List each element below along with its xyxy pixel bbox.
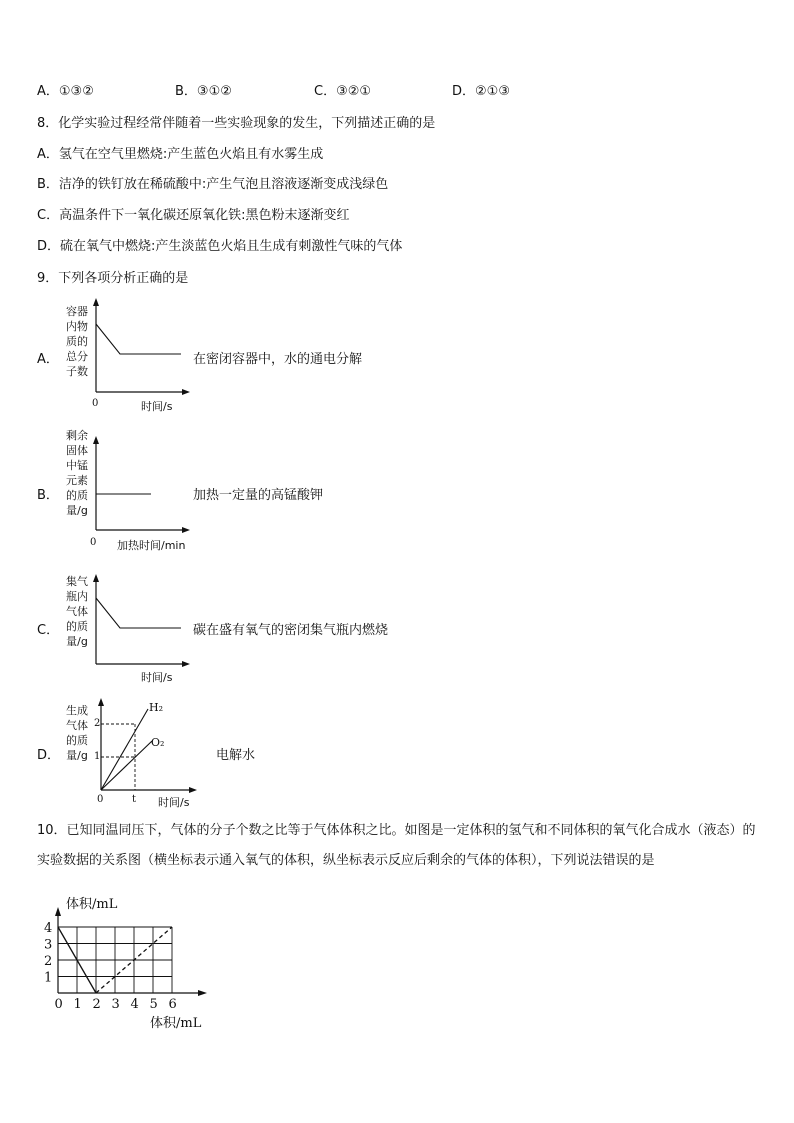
q10-x-arrow	[198, 990, 207, 996]
q10-grid	[58, 927, 172, 993]
q9-c-ylabel-line: 气体	[66, 605, 88, 618]
q9-c-ylabel-line: 量/g	[66, 635, 88, 648]
q9-a-ylabel-line: 子数	[66, 365, 88, 378]
q9-c-ylabel-line: 的质	[66, 620, 88, 633]
q9-d-label: D．	[37, 748, 61, 763]
q7-option-d: D．②①③	[452, 84, 510, 99]
q9-d-tick-2: 2	[94, 718, 101, 729]
q9-a-ylabel-line: 内物	[66, 320, 88, 333]
q8-option-c: C．高温条件下一氧化碳还原氧化铁:黑色粉末逐渐变红	[37, 208, 350, 223]
q9-c-desc: 碳在盛有氧气的密闭集气瓶内燃烧	[193, 623, 389, 638]
q10-x-tick: 0	[54, 997, 63, 1012]
q8-stem: 8．化学实验过程经常伴随着一些实验现象的发生，下列描述正确的是	[37, 116, 436, 131]
q9-d-origin: 0	[97, 794, 104, 805]
q9-b-origin: 0	[90, 537, 97, 548]
q9-a-origin: 0	[92, 398, 99, 409]
q10-y-tick: 2	[44, 954, 53, 969]
q10-x-tick: 6	[168, 997, 177, 1012]
q9-c-ylabel-line: 瓶内	[66, 590, 88, 603]
q9-b-ylabel-line: 固体	[66, 444, 88, 457]
q9-a-ylabel-line: 总分	[66, 350, 88, 363]
q9-c-xlabel: 时间/s	[141, 671, 173, 684]
q9-d-tick-1: 1	[94, 751, 101, 762]
q9-b-ylabel-line: 量/g	[66, 504, 88, 517]
q9-a-desc: 在密闭容器中，水的通电分解	[193, 352, 363, 367]
q10-x-tick: 4	[130, 997, 139, 1012]
q8-option-a: A．氢气在空气里燃烧:产生蓝色火焰且有水雾生成	[37, 147, 324, 162]
q9-d-xlabel: 时间/s	[158, 796, 190, 809]
q10-x-tick: 3	[111, 997, 120, 1012]
q9-b-xlabel: 加热时间/min	[117, 539, 186, 552]
q9-c-label: C．	[37, 623, 60, 638]
q8-option-b: B．洁净的铁钉放在稀硫酸中:产生气泡且溶液逐渐变成浅绿色	[37, 177, 389, 192]
q9-b-desc: 加热一定量的高锰酸钾	[193, 488, 324, 503]
q7-option-a: A．①③②	[37, 84, 94, 99]
q10-xlabel: 体积/mL	[150, 1016, 202, 1031]
q10-stem: 10．已知同温同压下，气体的分子个数之比等于气体体积之比。如图是一定体积的氢气和不同体积的氧气化合成水（液态）的实验数据的关系图（横坐标表示通入氧气的体积，纵坐标表示反应后剩余的气体的体积），下列说法错误的是	[37, 823, 756, 868]
q9-a-label: A．	[37, 352, 59, 367]
q9-a-xlabel: 时间/s	[141, 400, 173, 413]
q9-c-ylabel-line: 集气	[66, 575, 88, 588]
q8-option-d: D．硫在氧气中燃烧:产生淡蓝色火焰且生成有刺激性气味的气体	[37, 239, 403, 254]
q9-b-ylabel-line: 剩余	[66, 429, 88, 442]
q9-b-ylabel-line: 的质	[66, 489, 88, 502]
q10-ylabel: 体积/mL	[66, 897, 118, 912]
q9-a-ylabel-line: 容器	[66, 305, 88, 318]
q9-b-ylabel-line: 中锰	[66, 459, 88, 472]
q9-d-desc: 电解水	[216, 748, 256, 763]
q9-d-o2-label: O₂	[151, 736, 165, 749]
q10-y-tick: 3	[44, 937, 53, 953]
q10-axes	[55, 907, 207, 996]
q9-d-h2-label: H₂	[149, 701, 164, 714]
q9-a-ylabel-line: 质的	[66, 335, 88, 348]
q10-y-arrow	[55, 907, 61, 916]
q10-y-tick: 4	[44, 921, 53, 936]
q10-x-tick: 5	[149, 997, 158, 1012]
q10-x-tick: 2	[92, 997, 101, 1012]
q9-d-ylabel-line: 生成	[66, 704, 88, 717]
q9-b-ylabel-line: 元素	[66, 474, 88, 487]
q10-ticks	[44, 921, 177, 1012]
q7-option-b: B．③①②	[175, 84, 232, 99]
q10-x-tick: 1	[73, 997, 82, 1012]
q7-option-c: C．③②①	[314, 84, 372, 99]
q9-stem: 9．下列各项分析正确的是	[37, 271, 189, 286]
q9-d-ylabel-line: 的质	[66, 734, 88, 747]
q9-d-ylabel-line: 气体	[66, 719, 88, 732]
q9-d-ylabel-line: 量/g	[66, 749, 88, 762]
q9-b-label: B．	[37, 488, 59, 503]
q10-y-tick: 1	[44, 970, 53, 986]
q9-d-tick-t: t	[132, 794, 137, 805]
